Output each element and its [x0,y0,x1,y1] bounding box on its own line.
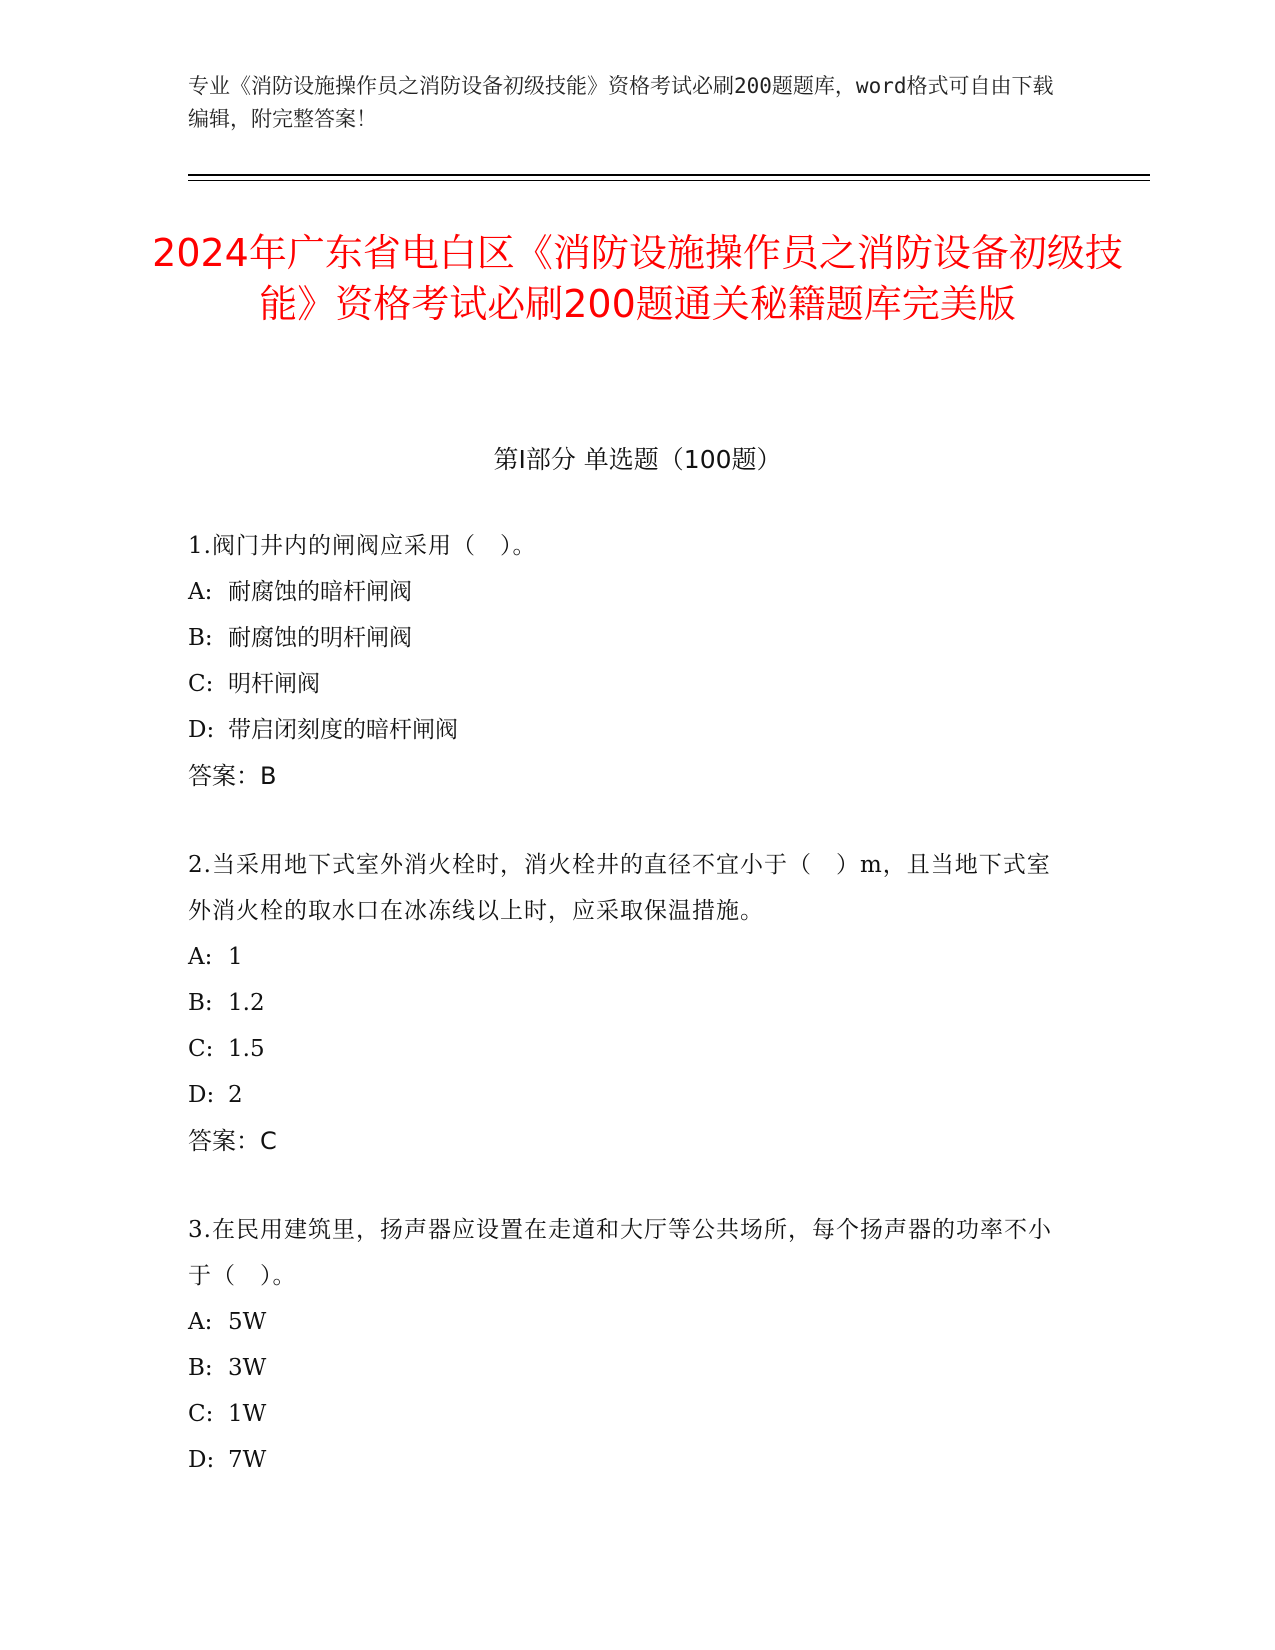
option-text: 耐腐蚀的明杆闸阀 [228,625,412,651]
question-stem: 1.阀门井内的闸阀应采用（ ）。 [188,533,537,559]
answer-line: 答案：B [188,762,277,790]
option-key: D: [188,1082,215,1108]
option-text: 耐腐蚀的暗杆闸阀 [228,579,412,605]
option-text: 7W [228,1447,267,1473]
option-key: B: [188,625,213,651]
header-rule-thin [188,180,1150,181]
option-text: 3W [228,1355,267,1381]
answer-line: 答案：C [188,1127,277,1155]
option-text: 带启闭刻度的暗杆闸阀 [228,717,458,743]
option-a [188,934,1068,980]
question-stem: 2.当采用地下式室外消火栓时，消火栓井的直径不宜小于（ ）m，且当地下式室外消火栓的取水口在冰冻线以上时，应采取保温措施。 [188,852,1051,924]
option-key: A: [188,579,213,605]
option-key: C: [188,1401,214,1427]
header-note: 专业《消防设施操作员之消防设备初级技能》资格考试必刷200题题库，word格式可自由下载编辑，附完整答案！ [188,74,1054,131]
option-text: 1.5 [228,1036,265,1062]
option-key: A: [188,1309,213,1335]
option-key: D: [188,1447,215,1473]
option-a [188,569,1068,615]
question-3 [188,1207,1068,1483]
option-key: D: [188,717,215,743]
option-text: 1W [228,1401,267,1427]
option-b [188,615,1068,661]
option-text: 2 [228,1082,243,1108]
question-list [188,523,1068,1526]
option-d [188,707,1068,753]
option-text: 1 [228,944,243,970]
option-b [188,1345,1068,1391]
page-title: 2024年广东省电白区《消防设施操作员之消防设备初级技能》资格考试必刷200题通关秘籍题库完美版 [152,231,1123,326]
option-c [188,1391,1068,1437]
option-d [188,1072,1068,1118]
question-2 [188,842,1068,1164]
option-d [188,1437,1068,1483]
option-key: C: [188,671,214,697]
question-stem: 3.在民用建筑里，扬声器应设置在走道和大厅等公共场所，每个扬声器的功率不小于（ ）。 [188,1217,1052,1289]
option-key: B: [188,990,213,1016]
option-b [188,980,1068,1026]
header-rule-thick [188,174,1150,176]
option-text: 5W [228,1309,267,1335]
option-a [188,1299,1068,1345]
option-key: C: [188,1036,214,1062]
option-c [188,661,1068,707]
question-1 [188,523,1068,799]
option-c [188,1026,1068,1072]
option-key: A: [188,944,213,970]
section-heading: 第Ⅰ部分 单选题（100题） [493,445,782,474]
option-key: B: [188,1355,213,1381]
option-text: 明杆闸阀 [228,671,320,697]
option-text: 1.2 [228,990,265,1016]
